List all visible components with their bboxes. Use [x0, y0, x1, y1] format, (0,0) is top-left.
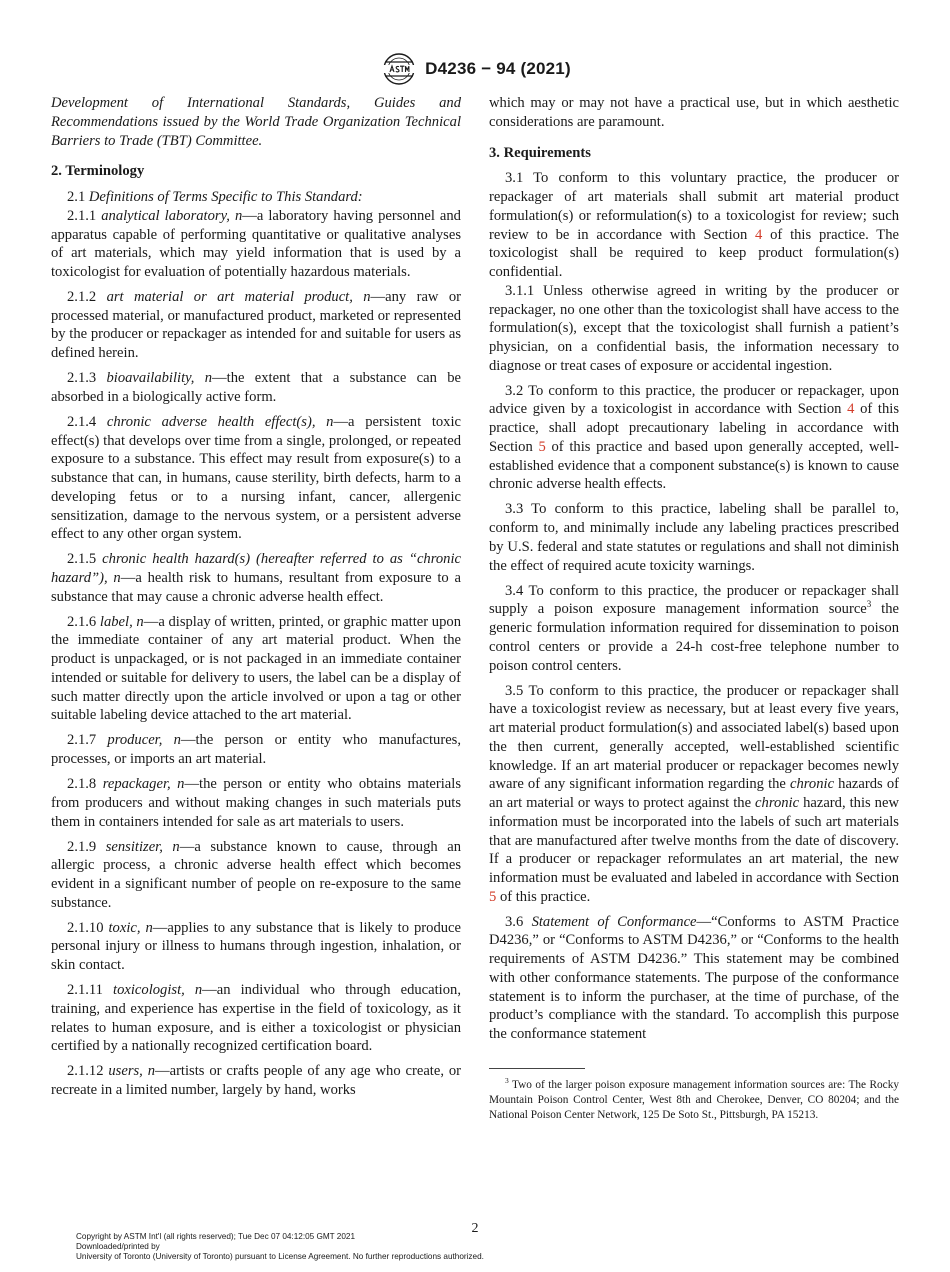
footnote-divider — [489, 1068, 585, 1069]
requirement-3-1: 3.1 To conform to this voluntary practice, the producer or repackager of art materials shall submit art material product formulation(s) or reformulation(s) to a toxicologist for review; such review to be in accordance with Section 4 of this practice. The toxicologist shall be required to keep product formulation(s) confidential. — [489, 170, 899, 280]
definition-2-1-8: 2.1.8 repackager, n—the person or entity who obtains materials from producers and without making changes in such materials puts them in containers intended for sale as art materials to users. — [51, 776, 461, 830]
definition-2-1-2: 2.1.2 art material or art material product, n—any raw or processed material, or manufactured product, marketed or represented by the producer or repackager as intended for and suitable for users as defined herein. — [51, 288, 461, 362]
continuation-text: which may or may not have a practical use, but in which aesthetic considerations are paramount. — [489, 95, 899, 130]
definition-2-1-10: 2.1.10 toxic, n—applies to any substance that is likely to produce personal injury or illness to humans through ingestion, inhalation, or skin contact. — [51, 919, 461, 974]
section-link[interactable]: 5 — [538, 438, 546, 455]
requirement-3-4: 3.4 To conform to this practice, the producer or repackager shall supply a poison exposure management information source$^3$ the generic formulation information required for dissemination to poison control centers or provide a 24-h cost-free telephone number to poison control centers. — [489, 582, 899, 674]
definition-2-1-6: 2.1.6 label, n—a display of written, printed, or graphic matter upon the immediate container of any art material product. When the product is unpackaged, or is not packaged in an immediate container intended or suitable for delivery to users, the label can be a display of such matter directly upon the article involved or upon a tag or other suitable labeling device attached to the art material. — [51, 613, 461, 724]
definition-2-1-7: 2.1.7 producer, n—the person or entity who manufactures, processes, or imports an art material. — [51, 732, 461, 768]
copyright-line: Downloaded/printed by — [76, 1242, 160, 1252]
section-link[interactable]: 4 — [847, 401, 855, 418]
copyright-line: Copyright by ASTM Int'l (all rights reserved); Tue Dec 07 04:12:05 GMT 2021 — [76, 1232, 356, 1241]
definition-2-1-4: 2.1.4 chronic adverse health effect(s), n—a persistent toxic effect(s) that develops over time from a single, prolonged, or repeated exposure to a substance. This effect may result from exposure(s) to a substance that can, in humans, cause sterility, birth defects, harm to a developing fetus or to a nursing infant, cancer, allergenic sensitization, damage to the nervous system, or a persistent adverse effect to any other organ system. — [51, 413, 461, 543]
requirement-3-3: 3.3 To conform to this practice, labeling shall be parallel to, conform to, and minimally include any labeling practices prescribed by U.S. federal and state statutes or regulations and shall not diminish the effect of required acute toxicity warnings. — [489, 501, 899, 574]
footnote-3: $^3$ Two of the larger poison exposure management information sources are: The Rocky Mountain Poison Control Center, West 8th and Cherokee, Denver, CO 80204; and the National Poison Center Network, 125 De Soto St., Pittsburgh, PA 15213. — [489, 1076, 899, 1122]
intro-text: Development of International Standards, Guides and Recommendations issued by the World Trade Organization Technical Barriers to Trade (TBT) Committee. — [51, 95, 461, 149]
requirement-3-5: 3.5 To conform to this practice, the producer or repackager shall have a toxicologist review as necessary, but at least every five years, art material product formulation(s) and associated label(s) based upon the then current, generally accepted, well-established scientific knowledge. If an art material producer or repackager becomes newly aware of any significant information regarding the chronic hazards of an art material or ways to protect against the chronic hazard, this new information must be incorporated into the labels of such art materials that are manufactured after twelve months from the date of discovery. If a producer or repackager reformulates an art material, the new information must be evaluated and labeled in accordance with Section 5 of this practice. — [489, 682, 899, 905]
document-designation: D4236 − 94 (2021) — [425, 59, 571, 78]
requirement-3-6: 3.6 Statement of Conformance—“Conforms to ASTM Practice D4236,” or “Conforms to ASTM D4236,” or “Conforms to the health requirements of ASTM D4236.” This statement may be combined with other conformance statements. The purpose of the conformance statement is to inform the purchaser, at the time of purchase, of the product’s compliance with the standard. To accomplish this purpose the conformance statement — [489, 913, 899, 1043]
section-link[interactable]: 5 — [489, 888, 497, 905]
definition-2-1: 2.1 Definitions of Terms Specific to This Standard: — [67, 189, 363, 205]
left-column — [51, 94, 461, 1106]
copyright-notice — [76, 1232, 484, 1263]
page-number: 2 — [471, 1221, 479, 1236]
section-heading-terminology: 2. Terminology — [51, 163, 145, 180]
definition-2-1-11: 2.1.11 toxicologist, n—an individual who through education, training, and experience has expertise in the field of toxicology, as it relates to human exposure, and is either a toxicologist or physician certified by a nationally recognized certification board. — [51, 982, 461, 1055]
section-link[interactable]: 4 — [755, 226, 763, 243]
footnote-ref[interactable]: 3 — [866, 599, 872, 610]
definition-2-1-5: 2.1.5 chronic health hazard(s) (hereafter referred to as “chronic hazard”), n—a health risk to humans, resultant from exposure to a substance that may cause a chronic adverse health effect. — [51, 551, 461, 605]
requirement-3-1-1: 3.1.1 Unless otherwise agreed in writing by the producer or repackager, no one other than the toxicologist shall have access to the formulation(s), except that the toxicologist shall furnish a patient’s physician, on a confidential basis, the information necessary to diagnose or treat cases of exposure or accidental ingestion. — [489, 282, 899, 374]
definition-2-1-1: 2.1.1 analytical laboratory, n—a laboratory having personnel and apparatus capable of performing quantitative or qualitative analyses of art materials, which may yield information that is used by a toxicologist for evaluation of potentially hazardous materials. — [51, 207, 461, 280]
definition-2-1-12: 2.1.12 users, n—artists or crafts people of any age who create, or recreate in a limited number, largely by hand, works — [51, 1063, 462, 1099]
section-heading-requirements: 3. Requirements — [489, 144, 591, 161]
astm-logo-icon — [379, 52, 419, 86]
definition-2-1-9: 2.1.9 sensitizer, n—a substance known to cause, through an allergic process, a chronic adverse health effect which becomes evident in a significant number of people on re-exposure to the same substance. — [51, 838, 461, 911]
copyright-line: University of Toronto (University of Toronto) pursuant to License Agreement. No further reproductions authorized. — [76, 1252, 484, 1262]
requirement-3-2: 3.2 To conform to this practice, the producer or repackager, upon advice given by a toxicologist in accordance with Section 4 of this practice, shall adopt precautionary labeling in accordance with Section 5 of this practice and based upon generally accepted, well-established evidence that a component substance(s) is known to cause chronic adverse health effects. — [489, 382, 900, 493]
definition-2-1-3: 2.1.3 bioavailability, n—the extent that a substance can be absorbed in a biologically active form. — [51, 370, 461, 405]
right-column — [489, 94, 899, 1124]
page-header — [0, 52, 950, 86]
